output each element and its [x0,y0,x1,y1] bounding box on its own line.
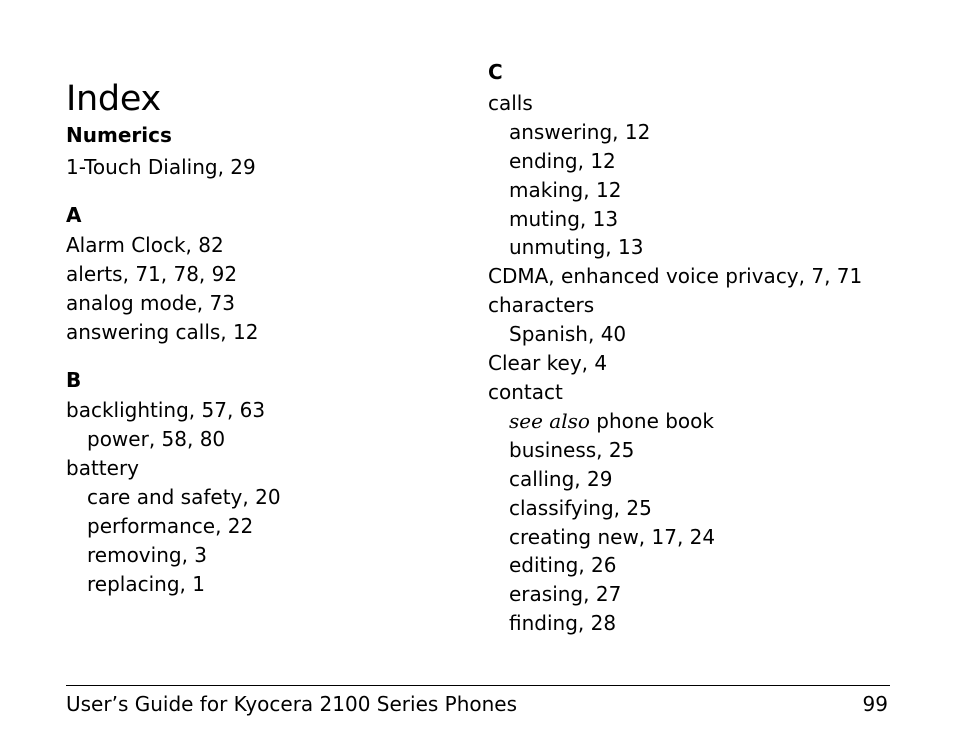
index-subentry: business, 25 [509,438,635,462]
section-heading-b: B [66,368,82,392]
index-subentry-see-also [509,407,714,436]
index-entry: Alarm Clock, 82 [66,233,224,257]
footer-page-number: 99 [862,692,888,716]
section-heading-c: C [488,60,503,84]
page-title: Index [66,79,161,120]
index-entry: Clear key, 4 [488,351,608,375]
index-subentry: answering, 12 [509,120,651,144]
index-entry: characters [488,293,595,317]
section-heading-numerics: Numerics [66,123,172,147]
index-subentry: muting, 13 [509,207,619,231]
index-subentry: power, 58, 80 [87,427,226,451]
index-subentry: erasing, 27 [509,582,622,606]
index-entry: alerts, 71, 78, 92 [66,262,238,286]
index-subentry: editing, 26 [509,553,617,577]
index-subentry: Spanish, 40 [509,322,627,346]
footer-divider [66,685,890,686]
index-entry: backlighting, 57, 63 [66,398,266,422]
footer-guide-title: User’s Guide for Kyocera 2100 Series Phones [66,692,518,716]
index-subentry: replacing, 1 [87,572,205,596]
index-subentry: creating new, 17, 24 [509,525,716,549]
index-subentry: care and safety, 20 [87,485,281,509]
see-also-label: see also [509,409,590,433]
index-subentry: unmuting, 13 [509,235,644,259]
index-subentry: making, 12 [509,178,622,202]
index-entry: 1-Touch Dialing, 29 [66,155,256,179]
section-heading-a: A [66,203,82,227]
index-subentry: finding, 28 [509,611,617,635]
index-subentry: calling, 29 [509,467,613,491]
index-entry: CDMA, enhanced voice privacy, 7, 71 [488,264,863,288]
index-subentry: classifying, 25 [509,496,652,520]
index-entry: contact [488,380,563,404]
index-subentry: ending, 12 [509,149,616,173]
see-also-target: phone book [596,409,714,433]
index-entry: answering calls, 12 [66,320,259,344]
index-subentry: performance, 22 [87,514,254,538]
index-subentry: removing, 3 [87,543,208,567]
index-entry: analog mode, 73 [66,291,235,315]
index-entry: calls [488,91,533,115]
index-entry: battery [66,456,139,480]
